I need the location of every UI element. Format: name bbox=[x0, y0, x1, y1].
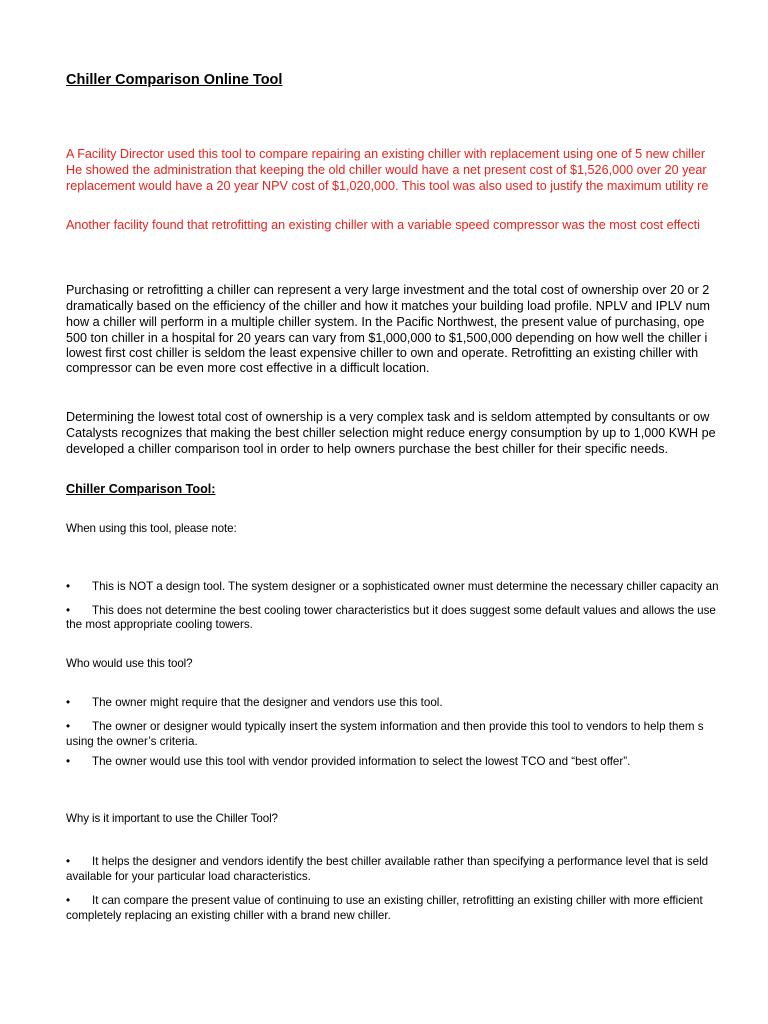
bullet-icon: • bbox=[66, 696, 71, 709]
text-line: Catalysts recognizes that making the best chiller selection might reduce energy consumption by up to 1,000 KWH pe bbox=[66, 426, 716, 440]
list-item bbox=[66, 604, 716, 617]
note-intro: When using this tool, please note: bbox=[66, 522, 237, 535]
why-question: Why is it important to use the Chiller Tool? bbox=[66, 812, 278, 825]
list-item-text: The owner would use this tool with vendor provided information to select the lowest TCO and “best offer”. bbox=[92, 755, 631, 768]
text-line: Purchasing or retrofitting a chiller can represent a very large investment and the total cost of ownership over 20 or 2 bbox=[66, 283, 710, 297]
who-question: Who would use this tool? bbox=[66, 657, 193, 670]
list-item-text: The owner or designer would typically insert the system information and then provide this tool to vendors to help them s bbox=[92, 720, 704, 733]
bullet-icon: • bbox=[66, 604, 71, 617]
list-item bbox=[66, 894, 703, 907]
list-item bbox=[66, 580, 719, 593]
text-line: dramatically based on the efficiency of the chiller and how it matches your building load profile. NPLV and IPLV num bbox=[66, 299, 711, 313]
text-line: Determining the lowest total cost of ownership is a very complex task and is seldom attempted by consultants or ow bbox=[66, 410, 710, 424]
text-line: lowest first cost chiller is seldom the least expensive chiller to own and operate. Retrofitting an existing chiller with bbox=[66, 346, 699, 360]
list-item-text: It helps the designer and vendors identify the best chiller available rather than specifying a performance level that is seld bbox=[92, 855, 709, 868]
list-item-text: This is NOT a design tool. The system designer or a sophisticated owner must determine the necessary chiller capacity an bbox=[92, 580, 719, 593]
text-line: developed a chiller comparison tool in order to help owners purchase the best chiller for their specific needs. bbox=[66, 442, 669, 456]
text-line: He showed the administration that keeping the old chiller would have a net present cost of $1,526,000 over 20 year bbox=[66, 163, 707, 177]
list-item-continuation: available for your particular load characteristics. bbox=[66, 870, 311, 883]
bullet-icon: • bbox=[66, 580, 71, 593]
bullet-icon: • bbox=[66, 720, 71, 733]
list-item bbox=[66, 755, 630, 768]
bullet-icon: • bbox=[66, 894, 71, 907]
list-item bbox=[66, 855, 708, 868]
list-item bbox=[66, 696, 443, 709]
text-line: 500 ton chiller in a hospital for 20 years can vary from $1,000,000 to $1,500,000 depending on how well the chiller i bbox=[66, 331, 708, 345]
red-paragraph-2: Another facility found that retrofitting an existing chiller with a variable speed compressor was the most cost effecti bbox=[66, 218, 700, 232]
list-item-text: The owner might require that the designer and vendors use this tool. bbox=[92, 696, 443, 709]
list-item-text: It can compare the present value of continuing to use an existing chiller, retrofitting an existing chiller with more efficient bbox=[92, 894, 703, 907]
text-line: A Facility Director used this tool to compare repairing an existing chiller with replacement using one of 5 new chiller bbox=[66, 147, 706, 161]
list-item bbox=[66, 720, 704, 733]
list-item-text: This does not determine the best cooling tower characteristics but it does suggest some default values and allows the use bbox=[92, 604, 716, 617]
page-title: Chiller Comparison Online Tool bbox=[66, 72, 283, 88]
document-page bbox=[66, 0, 768, 1024]
list-item-continuation: the most appropriate cooling towers. bbox=[66, 618, 253, 631]
list-item-continuation: using the owner’s criteria. bbox=[66, 735, 198, 748]
section-heading: Chiller Comparison Tool: bbox=[66, 482, 216, 496]
text-line: compressor can be even more cost effective in a difficult location. bbox=[66, 361, 430, 375]
bullet-icon: • bbox=[66, 755, 71, 768]
text-line: replacement would have a 20 year NPV cost of $1,020,000. This tool was also used to justify the maximum utility re bbox=[66, 179, 709, 193]
list-item-continuation: completely replacing an existing chiller with a brand new chiller. bbox=[66, 909, 391, 922]
text-line: how a chiller will perform in a multiple chiller system. In the Pacific Northwest, the present value of purchasing, ope bbox=[66, 315, 705, 329]
bullet-icon: • bbox=[66, 855, 71, 868]
